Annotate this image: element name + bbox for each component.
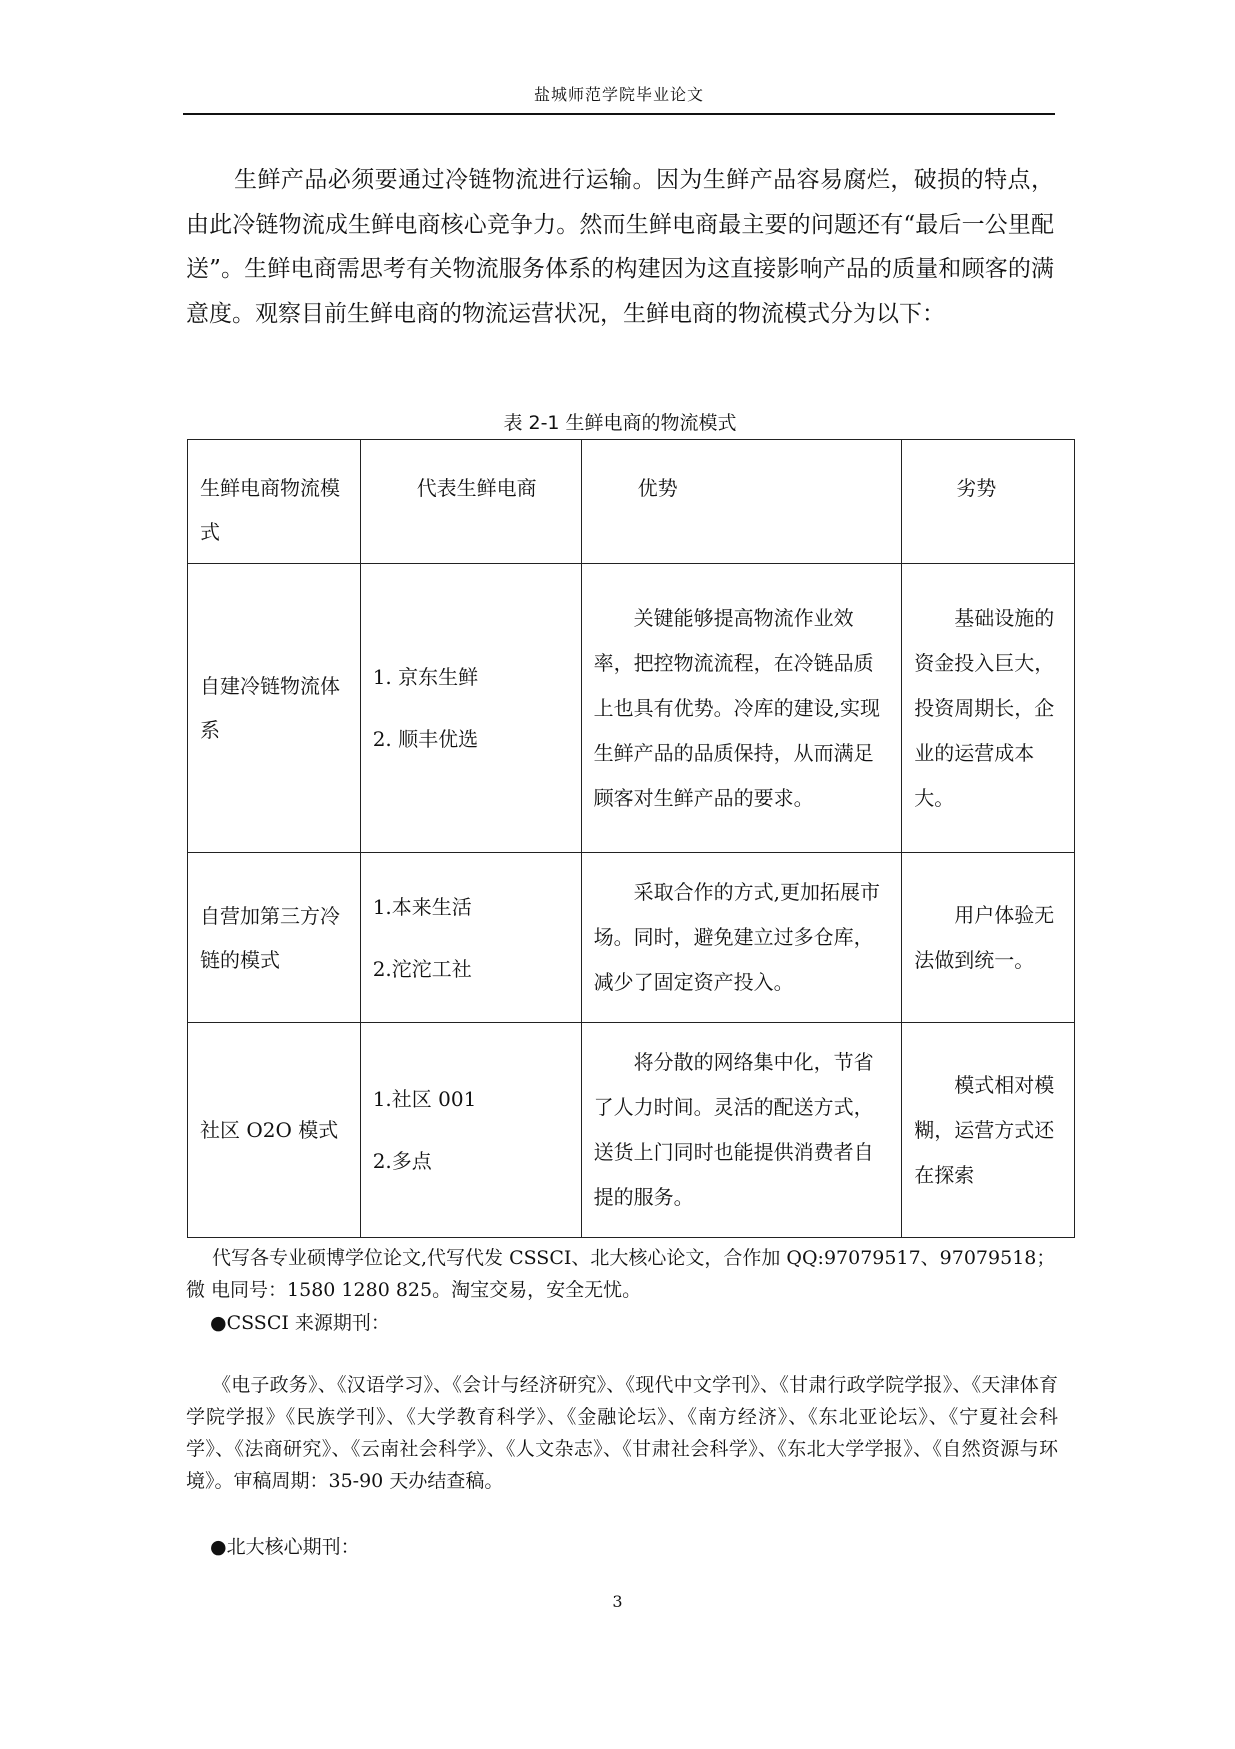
representative-cell	[360, 564, 581, 853]
page-number: 3	[612, 1592, 623, 1611]
representative-item: 1.社区 001	[372, 1087, 477, 1111]
table-header-row	[188, 440, 1075, 564]
representative-cell	[360, 1023, 581, 1238]
header-advantage: 优势	[581, 440, 902, 564]
body-paragraph: 生鲜产品必须要通过冷链物流进行运输。因为生鲜产品容易腐烂，破损的特点，由此冷链物流成生鲜电商核心竞争力。然而生鲜电商最主要的问题还有“最后一公里配送”。生鲜电商需思考有关物流服务体系的构建因为这直接影响产品的质量和顾客的满意度。观察目前生鲜电商的物流运营状况，生鲜电商的物流模式分为以下：	[186, 167, 1054, 327]
advantage-cell: 将分散的网络集中化，节省了人力时间。灵活的配送方式，送货上门同时也能提供消费者自提的服务。	[581, 1023, 902, 1238]
table-row	[188, 564, 1075, 853]
mode-cell: 社区 O2O 模式	[188, 1023, 361, 1238]
running-header: 盐城师范学院毕业论文	[533, 85, 704, 104]
cssci-heading: ●CSSCI 来源期刊：	[210, 1312, 390, 1334]
representative-item: 2. 顺丰优选	[372, 727, 479, 751]
representative-item: 1.本来生活	[372, 894, 472, 919]
disadvantage-cell: 基础设施的资金投入巨大，投资周期长，企业的运营成本大。	[902, 564, 1075, 853]
mode-cell: 自建冷链物流体系	[188, 564, 361, 853]
representative-cell	[360, 853, 581, 1023]
header-representative: 代表生鲜电商	[360, 440, 581, 564]
disadvantage-cell: 用户体验无法做到统一。	[902, 853, 1075, 1023]
representative-item: 2.多点	[372, 1149, 432, 1173]
advantage-cell: 采取合作的方式,更加拓展市场。同时，避免建立过多仓库，减少了固定资产投入。	[581, 853, 902, 1023]
notice-text: 代写各专业硕博学位论文,代写代发 CSSCI、北大核心论文，合作加 QQ:97079517、97079518；微 电同号：1580 1280 825。淘宝交易，安全无忧。	[186, 1247, 1056, 1301]
disadvantage-cell: 模式相对模糊，运营方式还在探索	[902, 1023, 1075, 1238]
header-mode: 生鲜电商物流模式	[188, 440, 361, 564]
logistics-mode-table	[187, 439, 1075, 1238]
mode-cell: 自营加第三方冷链的模式	[188, 853, 361, 1023]
header-rule	[183, 113, 1055, 115]
advantage-cell: 关键能够提高物流作业效率，把控物流流程，在冷链品质上也具有优势。冷库的建设,实现生鲜产品的品质保持，从而满足顾客对生鲜产品的要求。	[581, 564, 902, 853]
representative-item: 2.沱沱工社	[372, 956, 472, 981]
table-row	[188, 1023, 1075, 1238]
header-disadvantage: 劣势	[902, 440, 1075, 564]
table-caption: 表 2-1 生鲜电商的物流模式	[503, 412, 737, 434]
representative-item: 1. 京东生鲜	[372, 665, 479, 689]
table-row	[188, 853, 1075, 1023]
cssci-journal-list: 《电子政务》、《汉语学习》、《会计与经济研究》、《现代中文学刊》、《甘肃行政学院学报》、《天津体育学院学报》《民族学刊》、《大学教育科学》、《金融论坛》、《南方经济》、《东北亚论坛》、《宁夏社会科学》、《法商研究》、《云南社会科学》、《人文杂志》、《甘肃社会科学》、《东北大学学报》、《自然资源与环境》。审稿周期：35-90 天办结查稿。	[186, 1374, 1058, 1492]
pku-heading: ●北大核心期刊：	[210, 1536, 360, 1558]
